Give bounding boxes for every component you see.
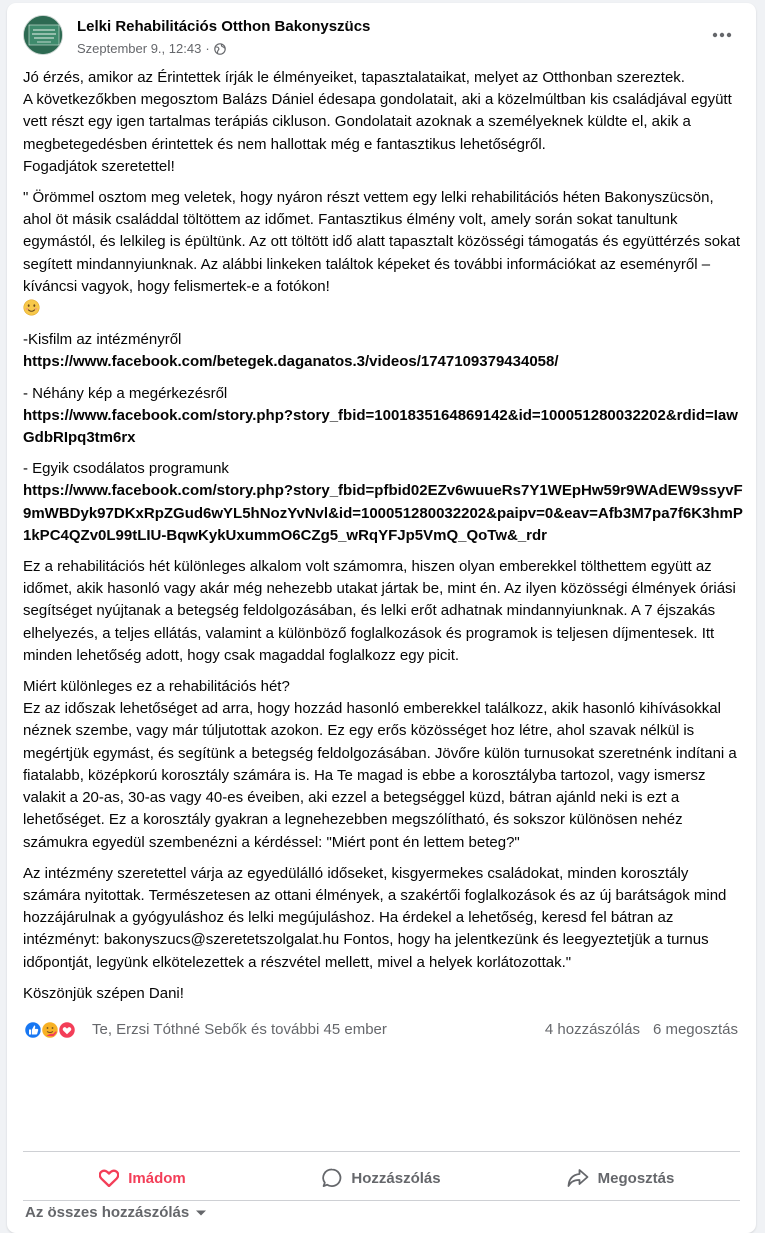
quote-text: " Örömmel osztom meg veletek, hogy nyáron részt vettem egy lelki rehabilitációs héten Bakonyszücsön, ahol öt másik családdal töltöttem az időmet. Fantasztikus élmény volt, amely során sokat tanultunk egymástól, és lelkileg is épültünk. Az ott töltött idő alatt tapasztalt közösségi támogatás és együttérzés sokat segített mindannyiunknak. Az alábbi linkeken találtok képeket és további információkat az eseményről – kíváncsi vagyok, hogy felismertek-e a fotókon! (23, 189, 741, 295)
comment-label: Hozzászólás (351, 1169, 441, 1187)
engagement-counts (545, 1021, 738, 1038)
body-paragraph-2 (23, 676, 745, 854)
post-header (7, 3, 756, 67)
question-heading: Miért különleges ez a rehabilitációs hét? (23, 678, 290, 696)
body-paragraph-2-text: Ez az időszak lehetőséget ad arra, hogy hozzád hasonló emberekkel találkozz, akik hasonló kihívásokkal néznek szembe, vagy már túljutottak azokon. Ez egy erős közösséget hoz létre, ahol szavak nélkül is megértjük egymást, és segítünk a betegség feldolgozásában. Jövőre külön turnusokat szeretnénk indítani a fiatalabb, középkorú korosztály számára is. Ha Te magad is ebbe a korosztályba tartozol, vagy ismersz valakit a 20-as, 30-as vagy 40-es éveiben, aki ezzel a betegséggel küzd, bátran ajánld neki is ezt a lehetőséget. Ez a korosztály gyakran a legnehezebben megszólítható, és sokszor különösen nehéz számukra egyedül szembenézni a kérdéssel: "Miért pont én lettem beteg?" (23, 700, 737, 851)
arrival-photos-link[interactable]: https://www.facebook.com/story.php?story_fbid=1001835164869142&id=100051280032202&rdid=IawGdbRIpq3tm6rx (23, 406, 738, 447)
post-timestamp[interactable]: Szeptember 9., 12:43 (77, 41, 202, 56)
intro-line-3: Fogadjátok szeretettel! (23, 157, 175, 175)
link-block-3 (23, 458, 745, 547)
post-meta (77, 41, 226, 56)
page-name[interactable]: Lelki Rehabilitációs Otthon Bakonyszücs (77, 18, 371, 35)
quote-paragraph (23, 187, 745, 320)
meta-separator: · (205, 41, 210, 56)
comment-count[interactable]: 4 hozzászólás (544, 1021, 640, 1038)
body-paragraph-1: Ez a rehabilitációs hét különleges alkalom volt számomra, hiszen olyan emberekkel tölthettem együtt az időmet, akik hasonló vagy akár még nehezebb utakat jártak be, mint én. Az ilyen közösségi élmények óriási segítséget nyújtanak a betegség feldolgozásában, és lelki erőt adhatnak mindannyiunknak. A 7 éjszakás elhelyezés, a teljes ellátás, valamint a különböző foglalkozások és programok is teljesen díjmentesek. Itt minden lehetőség adott, hogy csak magaddal foglalkozz egy picit. (23, 558, 736, 664)
love-label: Imádom (128, 1169, 186, 1187)
video-link[interactable]: https://www.facebook.com/betegek.daganatos.3/videos/1747109379434058/ (23, 353, 559, 371)
page-avatar[interactable] (23, 15, 63, 55)
comment-filter-label: Az összes hozzászólás (25, 1204, 190, 1221)
actions-bottom-divider (23, 1200, 740, 1201)
like-icon (25, 1022, 42, 1039)
reaction-icons[interactable] (24, 1020, 82, 1040)
link-1-label: -Kisfilm az intézményről (23, 331, 182, 349)
comment-filter-dropdown[interactable] (25, 1204, 207, 1221)
smile-emoji-icon (23, 299, 40, 316)
love-icon (59, 1022, 76, 1039)
reaction-names[interactable]: Te, Erzsi Tóthné Sebők és további 45 ember (92, 1021, 387, 1038)
intro-line-2: A következőkben megosztom Balázs Dániel édesapa gondolatait, aki a közelmúltban kis családjával együtt vett részt egy igen tartalmas terápiás cikluson. Gondolatait azoknak a személyeknek küldte el, akik a megbetegedésben érintettek és nem hallottak még e fantasztikus lehetőségről. (23, 91, 732, 153)
caret-down-icon (195, 1209, 207, 1217)
reaction-summary (7, 1014, 756, 1044)
body-paragraph-3: Az intézmény szeretettel várja az egyedülálló időseket, kisgyermekes családokat, minden korosztály számára nyitottak. Természetesen az ottani élmények, a szakértői foglalkozások és az új barátságok mind hozzájárulnak a gyógyuláshoz és lelki megújuláshoz. Ha érdekel a lehetőség, keresd fel bátran az intézményt: bakonyszucs@szeretetszolgalat.hu Fontos, hogy ha jelentkezünk és leegyeztetjük a turnus időpontját, legyünk elkötelezettek a részvétel mellett, mivel a helyek korlátozottak." (23, 864, 727, 971)
intro-line-1: Jó érzés, amikor az Érintettek írják le élményeiket, tapasztalataikat, melyet az Otthonban szereztek. (23, 69, 685, 86)
actions-top-divider (23, 1151, 740, 1152)
share-count[interactable]: 6 megosztás (652, 1021, 738, 1038)
action-bar (23, 1156, 740, 1200)
intro-block (23, 67, 745, 178)
page-logo (24, 16, 63, 55)
comment-bubble-icon (322, 1168, 342, 1188)
share-label: Megosztás (597, 1169, 675, 1187)
share-button[interactable] (501, 1156, 740, 1200)
share-arrow-icon (567, 1168, 589, 1188)
link-2-label: - Néhány kép a megérkezésről (23, 384, 228, 402)
program-link[interactable]: https://www.facebook.com/story.php?story_fbid=pfbid02EZv6wuueRs7Y1WEpHw59r9WAdEW9ssyvF9mWBDyk97DKxRpZGud6wYL5hNozYvNvl&id=100051280032202&paipv=0&eav=Afb3M7pa7f6K3hmP1kPC4QZv0L99tLIU-BqwKykUxummO6CZg5_wRqYFJp5VmQ_QoTw&_rdr (23, 482, 743, 544)
link-block-2 (23, 383, 745, 450)
link-block-1 (23, 329, 745, 373)
comment-button[interactable] (262, 1156, 501, 1200)
more-options-button[interactable] (710, 23, 734, 47)
link-3-label: - Egyik csodálatos programunk (23, 460, 229, 478)
globe-icon (214, 43, 226, 55)
care-icon (42, 1022, 59, 1039)
thanks-line: Köszönjük szépen Dani! (23, 984, 184, 1002)
post-body (23, 67, 745, 1014)
post-card (7, 3, 756, 1233)
heart-icon (99, 1169, 119, 1187)
more-dots-icon (712, 32, 732, 38)
love-button[interactable] (23, 1156, 262, 1200)
